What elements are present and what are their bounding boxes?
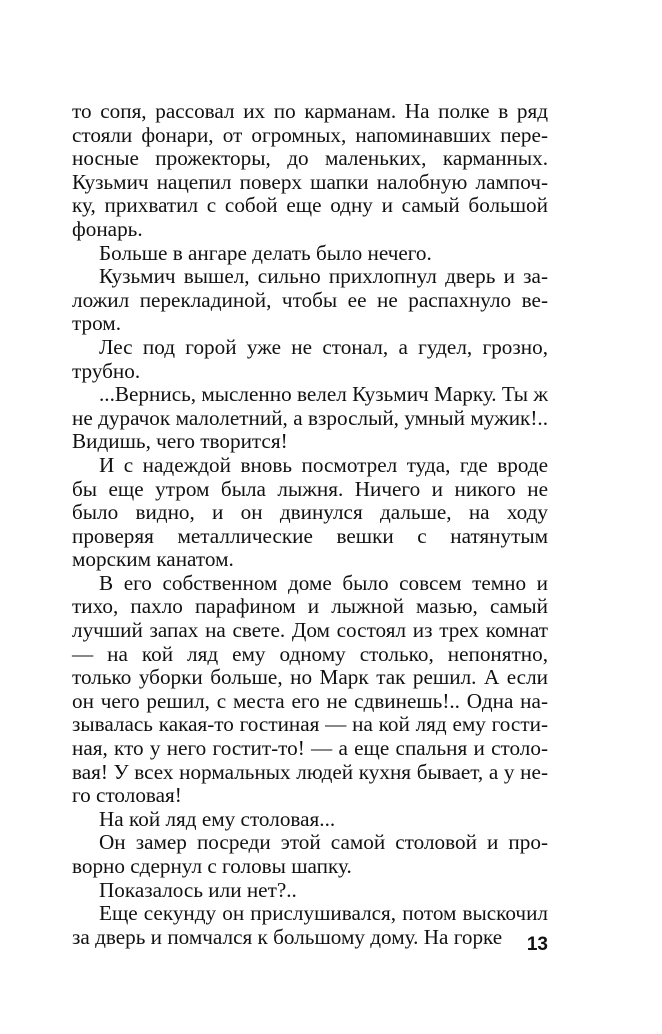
paragraph-5: ...Вернись, мысленно велел Кузьмич Марку. Ты ж не дурачок малолетний, а взрослый, умный мужик!.. Видишь, чего творится!: [72, 382, 548, 454]
paragraph-10: Показалось или нет?..: [99, 877, 297, 902]
paragraph-8: На кой ляд ему столовая...: [99, 806, 336, 831]
paragraph-6: И с надеждой вновь посмотрел туда, где вроде бы еще утром была лыжня. Ничего и никого не было видно, и он двинулся дальше, на ходу проверяя металлические вешки с натянутым морским канатом.: [72, 452, 548, 572]
paragraph-2: Больше в ангаре делать было нечего.: [99, 240, 432, 265]
body-text: [72, 100, 548, 949]
page-number: 13: [526, 934, 548, 955]
paragraph-7: В его собственном доме было совсем темно и тихо, пахло парафином и лыжной мазью, самый лучший запах на свете. Дом состоял из трех комнат — на кой ляд ему одному столько, непонятно, только уборки больше, но Марк так решил. А если он чего решил, с места его не сдвинешь!.. Одна называлась какая-то гостиная — на кой ляд ему гостиная, кто у него гостит-то! — а еще спальня и столовая! У всех нормальных людей кухня бывает, а у него столовая!: [72, 570, 548, 808]
paragraph-9: Он замер посреди этой самой столовой и проворно сдернул с головы шапку.: [72, 830, 548, 878]
paragraph-11: Еще секунду он прислушивался, потом выскочил за дверь и помчался к большому дому. На горке: [72, 901, 548, 949]
paragraph-4: Лес под горой уже не стонал, а гудел, грозно, трубно.: [72, 334, 548, 383]
paragraph-3: Кузьмич вышел, сильно прихлопнул дверь и заложил перекладиной, чтобы ее не распахнуло ветром.: [72, 264, 548, 336]
paragraph-1: то сопя, рассовал их по карманам. На полке в ряд стояли фонари, от огромных, напоминавших переносные прожекторы, до маленьких, карманных. Кузьмич нацепил поверх шапки налобную лампочку, прихватил с собой еще одну и самый большой фонарь.: [72, 99, 548, 241]
